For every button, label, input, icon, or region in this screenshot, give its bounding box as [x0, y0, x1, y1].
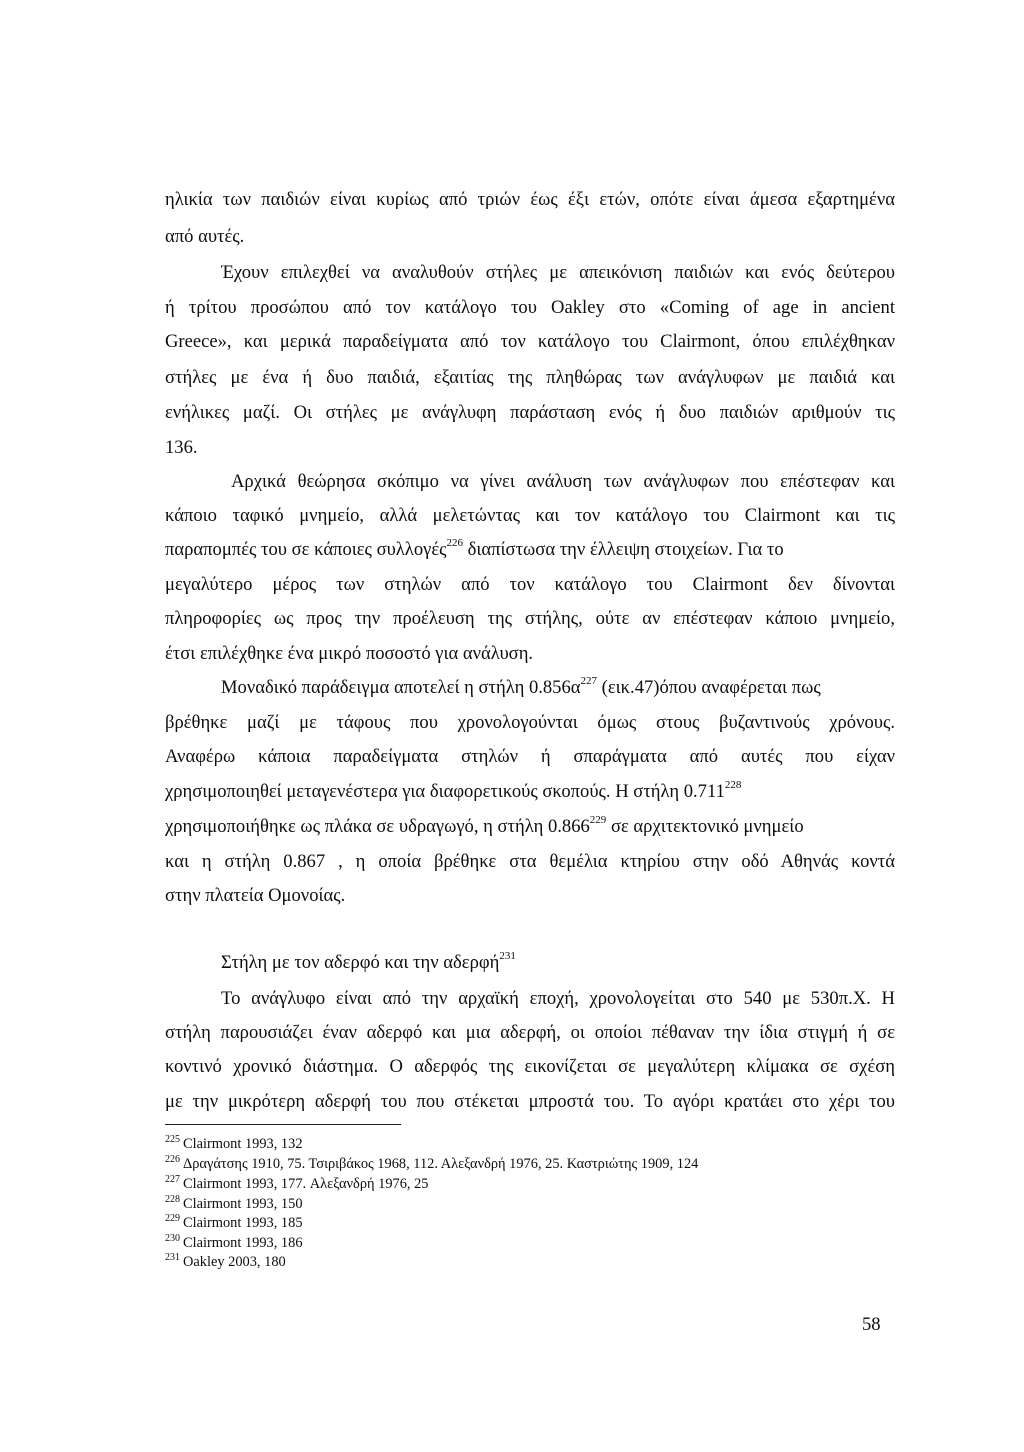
body-line: ή τρίτου προσώπου από τον κατάλογο του Oakley στο «Coming of age in ancient: [165, 297, 895, 318]
footnote: [165, 1176, 905, 1193]
footnote-number: 227: [165, 1174, 180, 1185]
body-line: Αναφέρω κάποια παραδείγματα στηλών ή σπαράγματα από αυτές που είχαν: [165, 746, 895, 767]
text-run: χρησιμοποιηθεί μεταγενέστερα για διαφορετικούς σκοπούς. Η στήλη 0.711: [165, 781, 725, 802]
body-line: και η στήλη 0.867 , η οποία βρέθηκε στα θεμέλια κτηρίου στην οδό Αθηνάς κοντά: [165, 851, 895, 872]
body-line: Το ανάγλυφο είναι από την αρχαϊκή εποχή, χρονολογείται στο 540 με 530π.Χ. Η: [221, 988, 895, 1009]
body-line: ηλικία των παιδιών είναι κυρίως από τριών έως έξι ετών, οπότε είναι άμεσα εξαρτημένα: [165, 189, 895, 210]
footnote: [165, 1136, 905, 1153]
section-heading: [221, 952, 951, 974]
body-line: μεγαλύτερο μέρος των στηλών από τον κατάλογο του Clairmont δεν δίνονται: [165, 574, 895, 595]
footnote-ref: 228: [724, 779, 742, 791]
footnote-number: 226: [165, 1154, 180, 1165]
footnote-text: Oakley 2003, 180: [183, 1254, 286, 1270]
body-line: 136.: [165, 437, 198, 458]
footnote: [165, 1215, 905, 1232]
footnote-text: Clairmont 1993, 186: [183, 1235, 303, 1251]
body-line: στήλη παρουσιάζει έναν αδερφό και μια αδερφή, οι οποίοι πέθαναν την ίδια στιγμή ή σε: [165, 1022, 895, 1043]
body-line: κάποιο ταφικό μνημείο, αλλά μελετώντας και τον κατάλογο του Clairmont και τις: [165, 505, 895, 526]
footnote-number: 230: [165, 1233, 180, 1244]
body-line: έτσι επιλέχθηκε ένα μικρό ποσοστό για ανάλυση.: [165, 643, 534, 664]
body-line: από αυτές.: [165, 226, 245, 247]
body-line: βρέθηκε μαζί με τάφους που χρονολογούνται όμως στους βυζαντινούς χρόνους.: [165, 712, 895, 733]
footnote-text: Clairmont 1993, 132: [183, 1136, 303, 1152]
footnote-ref: 227: [580, 675, 598, 687]
body-line: Αρχικά θεώρησα σκόπιμο να γίνει ανάλυση των ανάγλυφων που επέστεφαν και: [231, 471, 895, 492]
footnote-number: 229: [165, 1213, 180, 1224]
footnote-ref: 231: [499, 950, 516, 962]
text-run: χρησιμοποιήθηκε ως πλάκα σε υδραγωγό, η στήλη 0.866: [165, 816, 590, 837]
body-line: [165, 781, 895, 803]
body-line: [165, 539, 895, 561]
footnote-text: Clairmont 1993, 177. Αλεξανδρή 1976, 25: [183, 1176, 429, 1192]
body-line: [221, 677, 951, 699]
footnote-text: Clairmont 1993, 150: [183, 1196, 303, 1212]
footnote-ref: 229: [589, 814, 607, 826]
body-line: Greece», και μερικά παραδείγματα από τον κατάλογο του Clairmont, όπου επιλέχθηκαν: [165, 331, 895, 352]
footnote-text: Δραγάτσης 1910, 75. Τσιριβάκος 1968, 112. Αλεξανδρή 1976, 25. Καστριώτης 1909, 124: [183, 1156, 699, 1172]
text-run: σε αρχιτεκτονικό μνημείο: [606, 816, 804, 837]
page-number: 58: [862, 1314, 881, 1335]
footnote-number: 231: [165, 1252, 180, 1263]
footnote-ref: 226: [446, 537, 464, 549]
body-line: στην πλατεία Ομονοίας.: [165, 885, 346, 906]
body-line: Έχουν επιλεχθεί να αναλυθούν στήλες με απεικόνιση παιδιών και ενός δεύτερου: [221, 262, 895, 283]
text-run: διαπίστωσα την έλλειψη στοιχείων. Για το: [463, 539, 784, 560]
footnote-separator: [165, 1124, 401, 1125]
body-line: κοντινό χρονικό διάστημα. Ο αδερφός της εικονίζεται σε μεγαλύτερη κλίμακα σε σχέση: [165, 1056, 895, 1077]
body-line: [165, 816, 895, 838]
body-line: πληροφορίες ως προς την προέλευση της στήλης, ούτε αν επέστεφαν κάποιο μνημείο,: [165, 608, 895, 629]
footnote-number: 228: [165, 1194, 180, 1205]
heading-text: Στήλη με τον αδερφό και την αδερφή: [221, 952, 500, 973]
body-line: με την μικρότερη αδερφή του που στέκεται μπροστά του. Το αγόρι κρατάει στο χέρι του: [165, 1091, 895, 1112]
text-run: (εικ.47)όπου αναφέρεται πως: [597, 677, 821, 698]
footnote: [165, 1196, 905, 1213]
body-line: στήλες με ένα ή δυο παιδιά, εξαιτίας της πληθώρας των ανάγλυφων με παιδιά και: [165, 367, 895, 388]
body-line: ενήλικες μαζί. Οι στήλες με ανάγλυφη παράσταση ενός ή δυο παιδιών αριθμούν τις: [165, 402, 895, 423]
text-run: Μοναδικό παράδειγμα αποτελεί η στήλη 0.856α: [221, 677, 581, 698]
footnote-text: Clairmont 1993, 185: [183, 1215, 303, 1231]
footnote: [165, 1254, 905, 1271]
footnote-number: 225: [165, 1134, 180, 1145]
footnote: [165, 1235, 905, 1252]
footnote: [165, 1156, 905, 1173]
text-run: παραπομπές του σε κάποιες συλλογές: [165, 539, 447, 560]
